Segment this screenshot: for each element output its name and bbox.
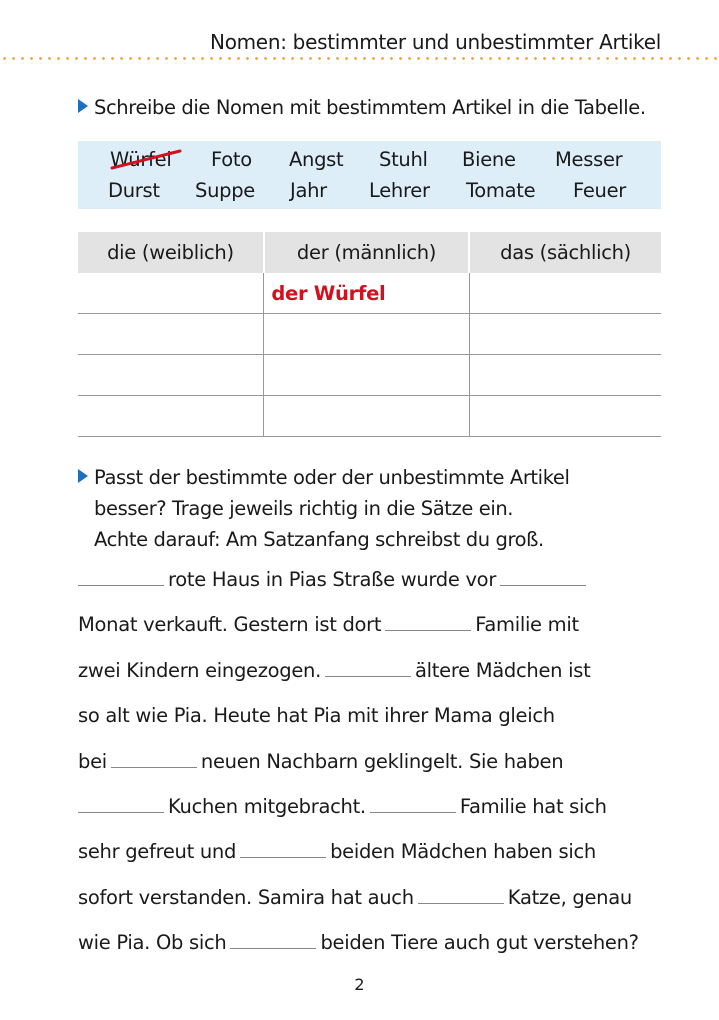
table-cell[interactable] — [469, 314, 661, 355]
sentence-text: rote Haus in Pias Straße wurde vor — [168, 568, 497, 591]
table-row — [78, 314, 661, 355]
sentence-text: sofort verstanden. Samira hat auch — [78, 885, 414, 909]
sentence-text: ältere Mädchen ist — [415, 658, 591, 682]
word-item: Biene — [462, 148, 516, 171]
fill-in-blank[interactable] — [325, 662, 411, 677]
fill-in-blank[interactable] — [500, 571, 586, 586]
word-item: Messer — [555, 148, 623, 171]
triangle-bullet-icon — [78, 469, 88, 483]
fill-in-blank[interactable] — [78, 798, 164, 813]
task-1-instruction — [78, 92, 646, 123]
header-neuter: das (sächlich) — [469, 232, 661, 273]
sentence-text: so alt wie Pia. Heute hat Pia mit ihrer Mama gleich — [78, 704, 555, 728]
word-item: Stuhl — [379, 148, 428, 171]
word-item: Würfel — [110, 148, 172, 171]
sentence-text: Familie mit — [475, 613, 579, 637]
page-title: Nomen: bestimmter und unbestimmter Artikel — [210, 30, 661, 54]
sentence-text: neuen Nachbarn geklingelt. Sie haben — [200, 749, 564, 773]
sentence-text: Kuchen mitgebracht. — [168, 795, 366, 818]
table-row — [78, 396, 661, 437]
table-cell[interactable] — [78, 355, 264, 396]
table-cell[interactable] — [264, 355, 469, 396]
table-cell[interactable] — [469, 273, 661, 314]
sentence-text: Familie hat sich — [459, 795, 607, 818]
sentence-line — [78, 931, 639, 954]
word-item: Angst — [289, 148, 344, 171]
sentence-text: sehr gefreut und — [78, 840, 237, 864]
sentence-text: wie Pia. Ob sich — [78, 931, 227, 955]
sentence-line — [78, 659, 590, 682]
table-row — [78, 273, 661, 314]
sentence-line — [78, 568, 590, 591]
table-cell[interactable] — [78, 314, 264, 355]
table-cell[interactable] — [78, 396, 264, 437]
table-cell[interactable] — [264, 314, 469, 355]
instruction-text: Achte darauf: Am Satzanfang schreibst du groß. — [94, 528, 544, 551]
fill-in-blank[interactable] — [240, 843, 326, 858]
sentence-line — [78, 840, 596, 863]
sentence-text: bei — [78, 749, 107, 773]
instruction-text: Passt der bestimmte oder der unbestimmte Artikel — [94, 466, 570, 489]
fill-in-blank[interactable] — [418, 889, 504, 904]
fill-in-blank[interactable] — [370, 798, 456, 813]
article-table — [78, 232, 661, 437]
strikethrough-mark — [110, 148, 182, 170]
sentence-text: zwei Kindern eingezogen. — [78, 658, 322, 682]
dotted-divider — [0, 57, 719, 60]
word-item: Lehrer — [369, 179, 430, 202]
word-item: Durst — [108, 179, 160, 202]
sentence-text: beiden Mädchen haben sich — [330, 840, 596, 864]
table-cell[interactable] — [469, 355, 661, 396]
fill-in-blank[interactable] — [385, 616, 471, 631]
table-cell[interactable] — [469, 396, 661, 437]
word-item: Foto — [211, 148, 252, 171]
sentence-text: Monat verkauft. Gestern ist dort — [78, 613, 382, 637]
table-row — [78, 355, 661, 396]
sentence-line — [78, 750, 563, 773]
word-item: Suppe — [195, 179, 255, 202]
page-number: 2 — [354, 975, 365, 994]
triangle-bullet-icon — [78, 99, 88, 113]
sentence-text: Katze, genau — [507, 885, 632, 909]
sentence-line — [78, 704, 555, 727]
word-item: Tomate — [466, 179, 536, 202]
sentence-line — [78, 886, 632, 909]
task-2-instruction — [78, 462, 570, 555]
table-cell[interactable]: der Würfel — [264, 273, 469, 314]
word-item: Jahr — [290, 179, 327, 202]
sentence-line — [78, 613, 579, 636]
sentence-text: beiden Tiere auch gut verstehen? — [320, 931, 639, 955]
table-cell[interactable] — [264, 396, 469, 437]
fill-in-blank[interactable] — [78, 571, 164, 586]
header-feminine: die (weiblich) — [78, 232, 264, 273]
word-item: Feuer — [573, 179, 627, 202]
instruction-text: Schreibe die Nomen mit bestimmtem Artikel in die Tabelle. — [94, 96, 646, 119]
header-masculine: der (männlich) — [264, 232, 469, 273]
sentence-line — [78, 795, 607, 818]
fill-in-blank[interactable] — [230, 934, 316, 949]
table-cell[interactable] — [78, 273, 264, 314]
instruction-text: besser? Trage jeweils richtig in die Sätze ein. — [94, 497, 514, 520]
fill-in-blank[interactable] — [111, 753, 197, 768]
